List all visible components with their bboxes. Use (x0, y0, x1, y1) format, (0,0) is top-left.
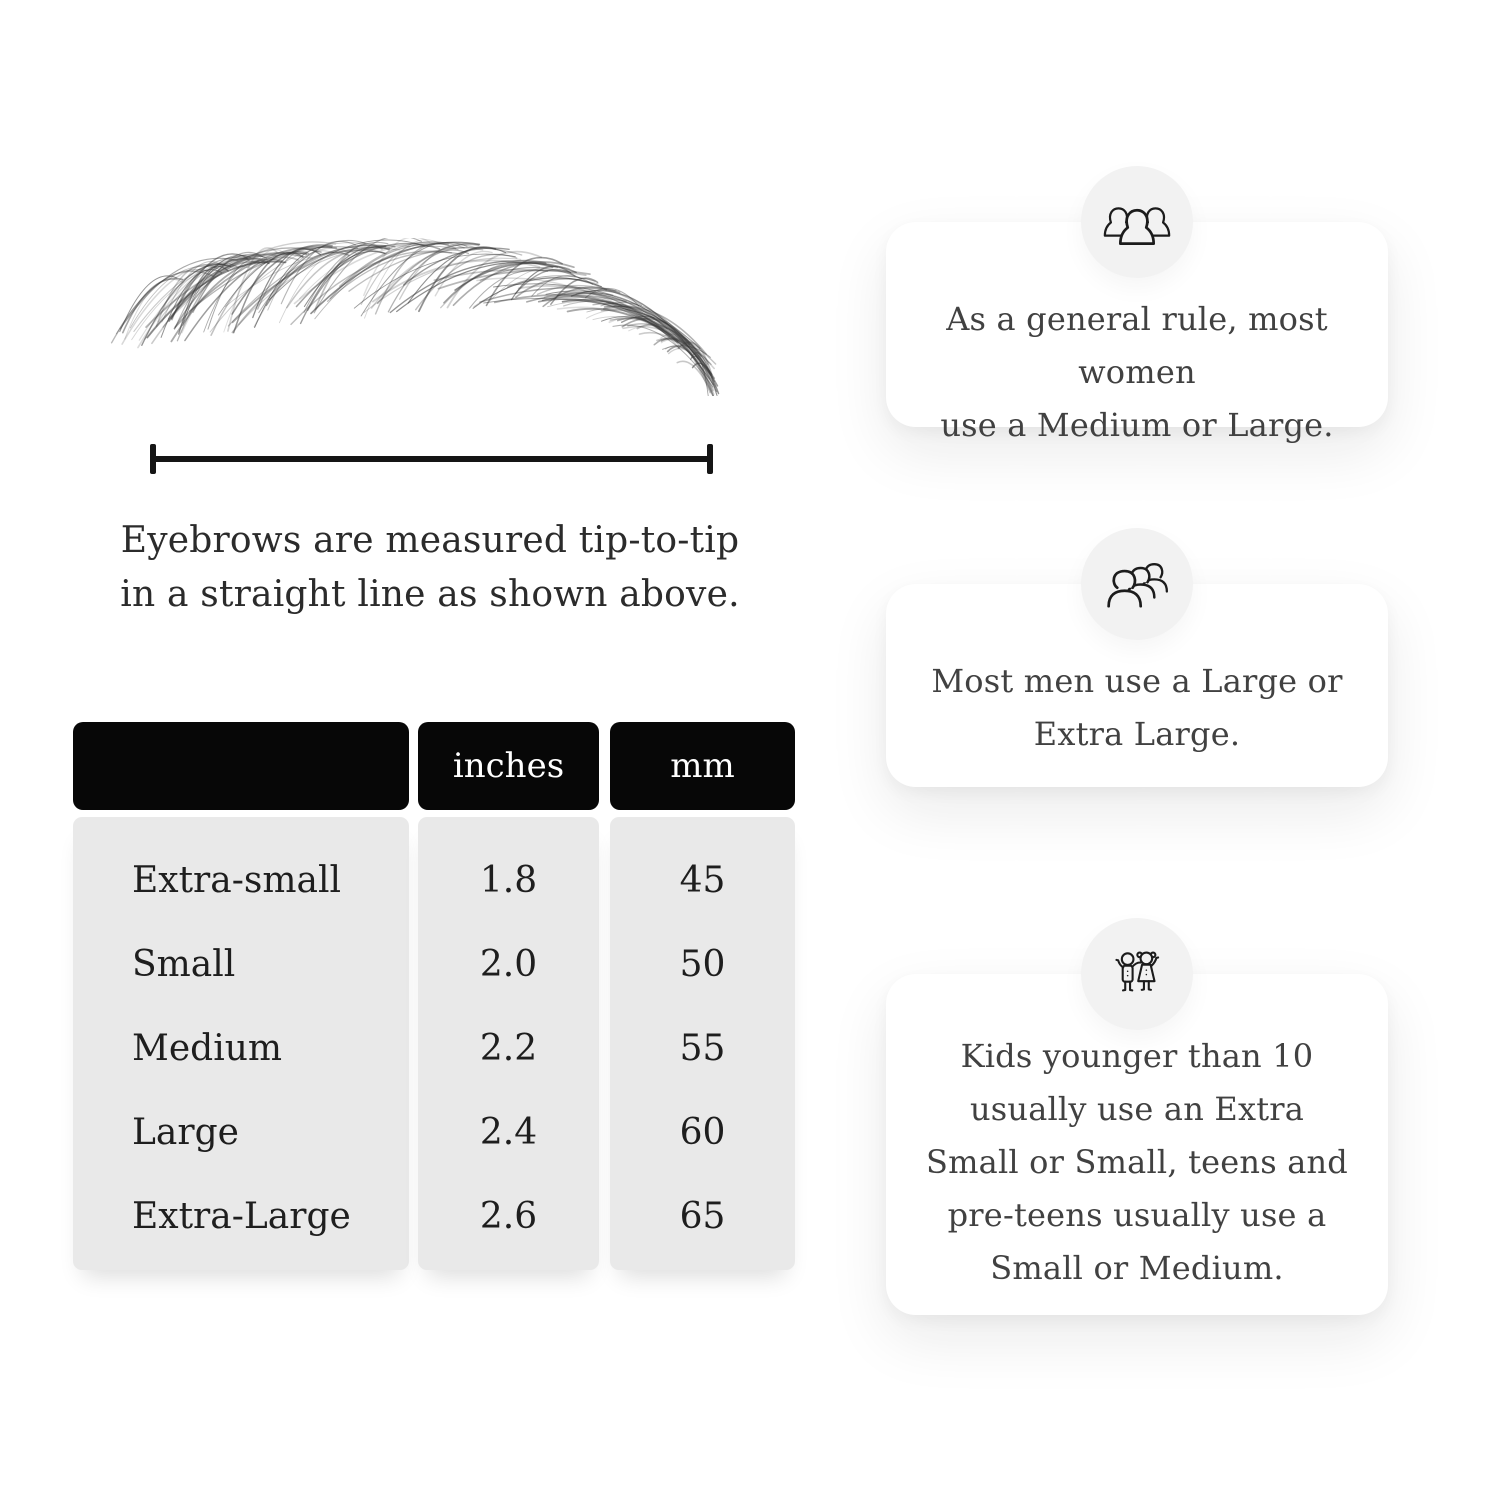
table-column-labels (73, 817, 409, 1270)
info-card-kids (886, 974, 1388, 1315)
table-cell-mm: 60 (679, 1111, 726, 1153)
table-cell-mm: 65 (679, 1195, 726, 1237)
measurement-line (150, 444, 713, 474)
table-column-mm (610, 817, 795, 1270)
table-header-size (73, 722, 409, 810)
measurement-right-cap (707, 444, 713, 474)
card-text-line: use a Medium or Large. (940, 406, 1334, 444)
card-badge (1081, 918, 1193, 1030)
measurement-bar (150, 456, 713, 462)
card-badge (1081, 528, 1193, 640)
table-cell-mm: 50 (679, 943, 726, 985)
men-group-icon (1100, 556, 1174, 612)
eyebrow-illustration (105, 238, 720, 396)
table-cell-inches: 2.4 (479, 1111, 538, 1153)
table-cell-mm: 55 (679, 1027, 726, 1069)
card-badge (1081, 166, 1193, 278)
table-header-mm: mm (610, 722, 795, 810)
table-row-label: Large (132, 1111, 239, 1153)
table-column-inches (418, 817, 599, 1270)
card-text-line: usually use an Extra (969, 1090, 1305, 1128)
caption-line-1: Eyebrows are measured tip-to-tip (120, 520, 740, 561)
table-row-label: Medium (132, 1027, 283, 1069)
card-text-line: Small or Medium. (990, 1249, 1284, 1287)
table-cell-inches: 2.0 (479, 943, 538, 985)
caption-line-2: in a straight line as shown above. (120, 574, 740, 615)
kids-icon (1104, 943, 1170, 1005)
card-text-line: Extra Large. (1033, 715, 1241, 753)
table-cell-mm: 45 (679, 859, 726, 901)
card-text-line: Small or Small, teens and (926, 1143, 1348, 1181)
measurement-caption (80, 514, 780, 622)
info-card-women (886, 222, 1388, 444)
card-text-line: pre-teens usually use a (947, 1196, 1327, 1234)
card-text-line: Kids younger than 10 (960, 1037, 1314, 1075)
table-cell-inches: 2.2 (479, 1027, 538, 1069)
table-row-label: Small (132, 943, 236, 985)
table-cell-inches: 1.8 (479, 859, 538, 901)
women-group-icon (1100, 194, 1174, 250)
table-row-label: Extra-small (132, 859, 341, 901)
card-text-line: Most men use a Large or (931, 662, 1343, 700)
table-header-inches: inches (418, 722, 599, 810)
card-text-line: As a general rule, most women (946, 300, 1328, 391)
table-row-label: Extra-Large (132, 1195, 351, 1237)
info-card-men (886, 584, 1388, 787)
eyebrow-hairs (105, 238, 720, 396)
table-cell-inches: 2.6 (479, 1195, 538, 1237)
